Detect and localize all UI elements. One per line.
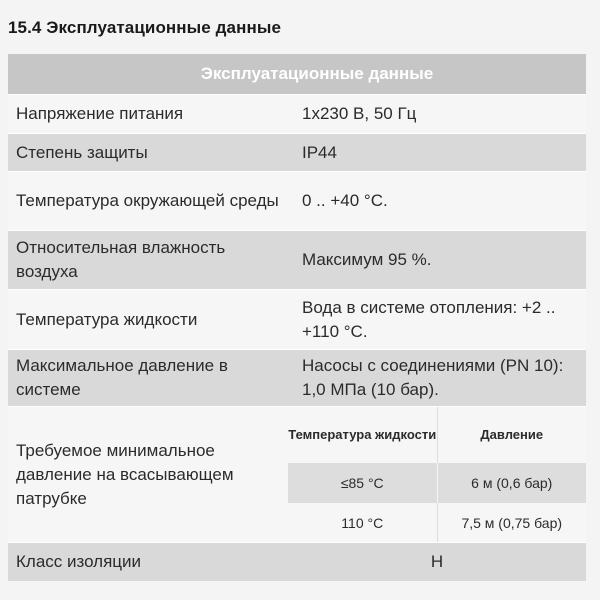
table-row-max-pressure bbox=[8, 349, 586, 406]
table-row-liquid-temperature bbox=[8, 289, 586, 349]
row-label: Степень защиты bbox=[16, 142, 148, 162]
row-label: Относительная влажность воздуха bbox=[16, 238, 226, 281]
table-row-ambient-temperature bbox=[8, 171, 586, 230]
row-label: Требуемое минимальное давление на всасывающем патрубке bbox=[16, 440, 234, 508]
subtable-row bbox=[288, 463, 586, 503]
row-value: IP44 bbox=[302, 142, 337, 162]
pressure-value: 7,5 м (0,75 бар) bbox=[437, 503, 587, 542]
subtable-header bbox=[288, 407, 586, 463]
section-title: 15.4 Эксплуатационные данные bbox=[8, 18, 282, 37]
row-value: Вода в системе отопления: +2 .. +110 °C. bbox=[302, 297, 556, 341]
table-header: Эксплуатационные данные bbox=[8, 54, 586, 94]
pressure-value: 6 м (0,6 бар) bbox=[437, 463, 587, 503]
operating-data-table bbox=[8, 54, 586, 581]
row-value: 1x230 В, 50 Гц bbox=[302, 104, 417, 123]
row-value: Максимум 95 %. bbox=[302, 250, 432, 269]
row-label: Температура окружающей среды bbox=[16, 191, 279, 210]
subtable-row bbox=[288, 503, 586, 542]
table-row-insulation-class bbox=[8, 542, 586, 581]
temp-value: 110 °C bbox=[341, 514, 384, 531]
suction-subtable bbox=[288, 407, 586, 542]
temp-value: ≤85 °C bbox=[340, 475, 384, 491]
row-label: Максимальное давление в системе bbox=[16, 356, 228, 399]
row-value: 0 .. +40 °C. bbox=[302, 191, 388, 210]
table-row-supply-voltage bbox=[8, 94, 586, 133]
row-value: Насосы с соединениями (PN 10): 1,0 МПа (10 бар). bbox=[302, 356, 564, 399]
col-temperature: Температура жидкости bbox=[288, 427, 437, 442]
table-row-protection bbox=[8, 133, 586, 171]
row-label: Напряжение питания bbox=[16, 104, 184, 123]
table-row-suction-pressure bbox=[8, 406, 586, 542]
row-label: Температура жидкости bbox=[16, 309, 198, 329]
row-label: Класс изоляции bbox=[16, 552, 142, 571]
row-value: H bbox=[430, 552, 444, 571]
col-pressure: Давление bbox=[437, 407, 587, 463]
table-row-humidity bbox=[8, 230, 586, 289]
